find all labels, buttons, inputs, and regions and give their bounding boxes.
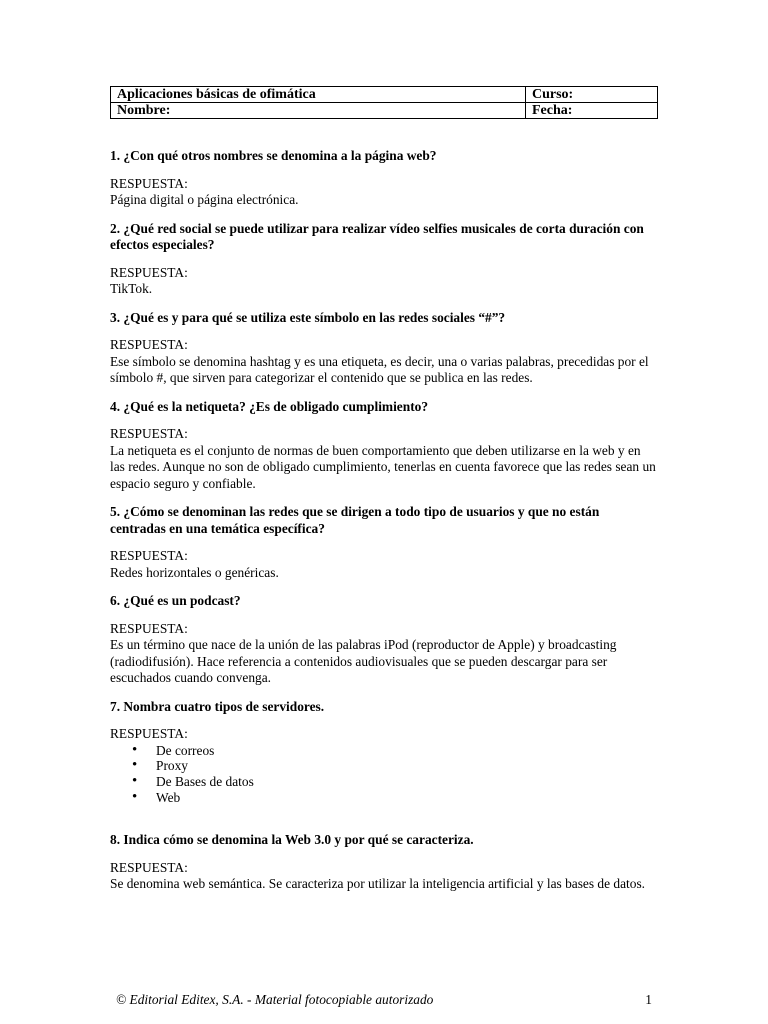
answer-text: Es un término que nace de la unión de las palabras iPod (reproductor de Apple) y broadcasting (radiodifusión). Hace referencia a contenidos audiovisuales que se pueden descargar para ser escuchados cuando convenga. xyxy=(110,637,617,685)
response-label: RESPUESTA: xyxy=(110,620,188,636)
question-block-7 xyxy=(110,699,658,806)
response-label: RESPUESTA: xyxy=(110,426,188,441)
question-block-3 xyxy=(110,310,658,387)
answer-text: Se denomina web semántica. Se caracteriza por utilizar la inteligencia artificial y las bases de datos. xyxy=(110,876,646,892)
list-item: • Proxy xyxy=(156,758,658,774)
date-cell: Fecha: xyxy=(526,103,658,119)
question-block-6 xyxy=(110,593,658,687)
question-text: 5. ¿Cómo se denominan las redes que se dirigen a todo tipo de usuarios y que no están centradas en una temática específica? xyxy=(110,504,600,536)
subject-cell: Aplicaciones básicas de ofimática xyxy=(111,87,526,103)
answer-text: Redes horizontales o genéricas. xyxy=(110,564,279,580)
question-block-5 xyxy=(110,504,658,581)
question-block-8 xyxy=(110,832,658,893)
response-label: RESPUESTA: xyxy=(110,726,188,741)
question-text: 1. ¿Con qué otros nombres se denomina a la página web? xyxy=(110,148,437,163)
answer-text: Ese símbolo se denomina hashtag y es una etiqueta, es decir, una o varias palabras, precedidas por el símbolo #, que sirven para categorizar el contenido que se publica en las redes. xyxy=(110,353,649,385)
course-cell: Curso: xyxy=(526,87,658,103)
question-text: 4. ¿Qué es la netiqueta? ¿Es de obligado cumplimiento? xyxy=(110,398,429,414)
server-types-list xyxy=(110,743,658,806)
response-label: RESPUESTA: xyxy=(110,337,188,352)
answer-text: Página digital o página electrónica. xyxy=(110,192,299,207)
answer-text: La netiqueta es el conjunto de normas de buen comportamiento que deben utilizarse en la web y en las redes. Aunque no son de obligado cumplimiento, tenerlas en cuenta favorece que las redes sean un espacio seguro y confiable. xyxy=(110,442,656,491)
list-item: • Web xyxy=(156,790,658,806)
list-item: • De correos xyxy=(156,743,658,759)
question-text: 8. Indica cómo se denomina la Web 3.0 y por qué se caracteriza. xyxy=(110,832,474,848)
name-cell: Nombre: xyxy=(111,103,526,119)
page-footer xyxy=(116,992,652,1008)
question-block-1 xyxy=(110,148,658,209)
header-table xyxy=(110,86,658,119)
question-block-2 xyxy=(110,221,658,298)
questions-section xyxy=(110,148,658,905)
response-label: RESPUESTA: xyxy=(110,175,188,191)
copyright-text: © Editorial Editex, S.A. - Material fotocopiable autorizado xyxy=(116,992,434,1007)
question-block-4 xyxy=(110,399,658,493)
list-item: • De Bases de datos xyxy=(156,774,658,790)
question-text: 2. ¿Qué red social se puede utilizar para realizar vídeo selfies musicales de corta duración con efectos especiales? xyxy=(110,220,644,252)
question-text: 3. ¿Qué es y para qué se utiliza este símbolo en las redes sociales “#”? xyxy=(110,309,506,325)
page-number: 1 xyxy=(645,992,652,1007)
question-text: 6. ¿Qué es un podcast? xyxy=(110,593,241,608)
question-text: 7. Nombra cuatro tipos de servidores. xyxy=(110,698,325,714)
header-row xyxy=(111,87,658,103)
response-label: RESPUESTA: xyxy=(110,548,188,563)
response-label: RESPUESTA: xyxy=(110,859,188,875)
answer-text: TikTok. xyxy=(110,281,153,296)
header-row xyxy=(111,103,658,119)
response-label: RESPUESTA: xyxy=(110,264,188,280)
